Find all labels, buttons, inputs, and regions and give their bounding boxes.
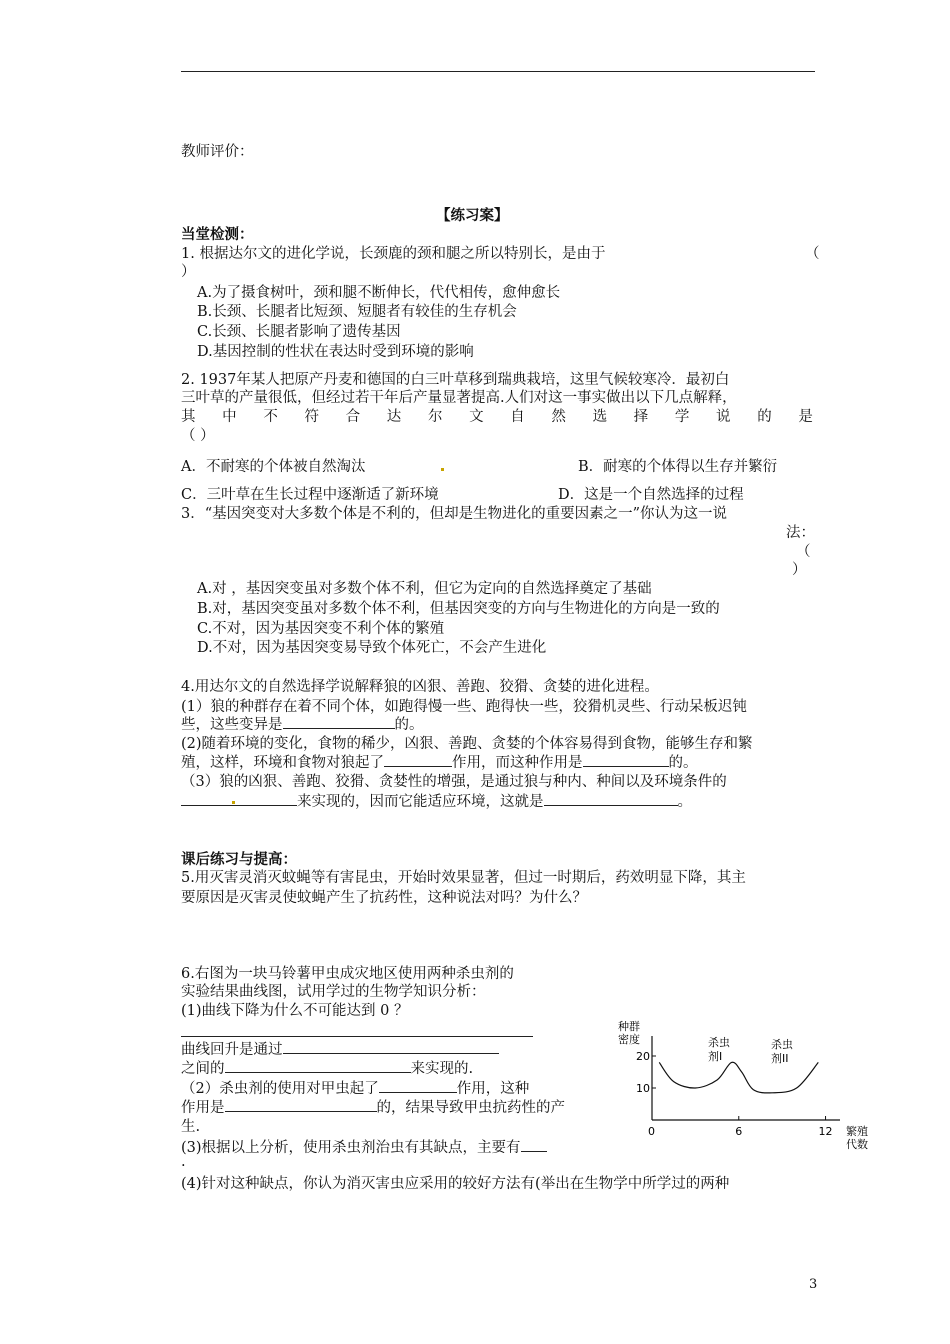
- annotation-1-line2: 剂I: [708, 1050, 723, 1063]
- page-number: 3: [809, 1277, 818, 1292]
- q2-char: 合: [345, 409, 361, 425]
- tick-marks: [652, 1056, 826, 1120]
- q4-p2-line2: [181, 751, 698, 772]
- q6-line2: 实验结果曲线图，试用学过的生物学知识分析：: [181, 984, 486, 1000]
- q2-char: 是: [798, 409, 813, 425]
- q2-line2: 三叶草的产量很低，但经过若干年后产量显著提高.人们对这一事实做出以下几点解释，: [181, 390, 737, 406]
- annotation-2-line1: 杀虫: [771, 1038, 793, 1051]
- q4-p2-text-c: 的。: [668, 755, 698, 771]
- q4-p3-text-a: 来实现的，因而它能适应环境，这就是: [297, 794, 544, 810]
- q6-answer-line[interactable]: [181, 1020, 533, 1037]
- q6-sub3-end: .: [181, 1154, 186, 1170]
- q5-line2: 要原因是灭害灵使蚊蝇产生了抗药性，这种说法对吗？为什么？: [181, 890, 587, 906]
- q4-p2-line1: (2)随着环境的变化，食物的稀少，凶狠、善跑、贪婪的个体容易得到食物，能够生存和繁: [181, 736, 753, 752]
- y-tick-label: 10: [636, 1082, 650, 1095]
- population-chart: [610, 1018, 875, 1160]
- q2-option-a: A．不耐寒的个体被自然淘汰: [181, 459, 366, 475]
- q3-stem-end: 法：: [786, 525, 815, 541]
- q2-line3: [181, 405, 813, 426]
- stray-mark: [441, 468, 444, 471]
- y-label-line2: 密度: [618, 1033, 640, 1046]
- q6-text: 曲线回升是通过: [181, 1042, 283, 1058]
- q2-char: 中: [222, 409, 237, 425]
- q1-option-d: D.基因控制的性状在表达时受到环境的影响: [197, 344, 474, 360]
- q1-paren-open: （: [805, 246, 820, 262]
- q6-text: 作用是: [181, 1100, 225, 1116]
- q2-char: 选: [592, 409, 608, 425]
- q6-line1: 6.右图为一块马铃薯甲虫成灾地区使用两种杀虫剂的: [181, 966, 514, 982]
- q2-char: 的: [757, 409, 772, 425]
- q1-option-a: A.为了摄食树叶，颈和腿不断伸长，代代相传，愈伸愈长: [197, 285, 561, 301]
- q2-option-d: D．这是一个自然选择的过程: [558, 487, 744, 503]
- q3-paren-open: （: [796, 544, 811, 560]
- q3-option-a: A.对 ，基因突变虽对多数个体不利，但它为定向的自然选择奠定了基础: [197, 581, 652, 597]
- teacher-eval: 教师评价：: [181, 144, 254, 160]
- q2-char: 符: [304, 409, 319, 425]
- x-tick-label: 6: [735, 1125, 743, 1138]
- q6-sub4: (4)针对这种缺点，你认为消灭害虫应采用的较好方法有(举出在生物学中所学过的两种: [181, 1176, 730, 1192]
- q6-text: 作用，这种: [456, 1081, 530, 1097]
- q4-p3-line2: [181, 790, 692, 811]
- q4-p1-text-b: 的。: [394, 717, 424, 733]
- q6-sub2-line1: [181, 1077, 529, 1098]
- series-line: [659, 1062, 818, 1093]
- q2-char: 达: [386, 409, 402, 425]
- q4-blank-2[interactable]: [384, 752, 452, 767]
- q6-blank-5[interactable]: [521, 1137, 547, 1152]
- origin-label: 0: [648, 1125, 655, 1138]
- q5-line1: 5.用灭害灵消灭蚊蝇等有害昆虫，开始时效果显著，但过一时期后，药效明显下降，其主: [181, 870, 746, 886]
- after-class-heading: 课后练习与提高：: [181, 852, 297, 868]
- annotation-1-line1: 杀虫: [708, 1036, 730, 1049]
- q2-paren: （ ）: [181, 428, 215, 444]
- q1-option-c: C.长颈、长腿者影响了遗传基因: [197, 324, 401, 340]
- q2-option-c: C．三叶草在生长过程中逐渐适了新环境: [181, 487, 439, 503]
- q4-blank-4[interactable]: [181, 791, 297, 806]
- q4-blank-5[interactable]: [544, 791, 678, 806]
- x-label-line1: 繁殖: [846, 1125, 868, 1138]
- annotation-2-line2: 剂II: [771, 1052, 789, 1065]
- q3-paren-close: ）: [792, 562, 807, 578]
- x-label-line2: 代数: [846, 1138, 868, 1151]
- q2-char: 尔: [427, 409, 443, 425]
- q2-line1: 2. 1937年某人把原产丹麦和德国的白三叶草移到瑞典栽培，这里气候较寒冷．最初白: [181, 372, 730, 388]
- q6-sub1-b1: [181, 1038, 499, 1059]
- q6-sub3: [181, 1136, 547, 1157]
- q4-p3-line1: （3）狼的凶狠、善跑、狡猾、贪婪性的增强，是通过狼与种内、种间以及环境条件的: [181, 774, 727, 790]
- q2-option-b: B．耐寒的个体得以生存并繁衍: [578, 459, 778, 475]
- q3-stem: 3．“基因突变对大多数个体是不利的，但却是生物进化的重要因素之一”你认为这一说: [181, 506, 728, 522]
- q4-p3-text-b: 。: [677, 794, 692, 810]
- q6-text: 的，结果导致甲虫抗药性的产: [376, 1100, 565, 1116]
- q1-paren-close: ）: [181, 264, 196, 280]
- q1-stem: 1. 根据达尔文的进化学说，长颈鹿的颈和腿之所以特别长，是由于: [181, 246, 606, 262]
- in-class-heading: 当堂检测：: [181, 227, 254, 243]
- q6-blank-3[interactable]: [379, 1078, 457, 1093]
- q6-blank-1[interactable]: [283, 1039, 499, 1054]
- q2-char: 不: [263, 409, 278, 425]
- q4-p1-text-a: 些，这些变异是: [181, 717, 283, 733]
- q6-blank-2[interactable]: [225, 1058, 411, 1073]
- q6-sub2-line2: [181, 1096, 565, 1117]
- q6-text: 之间的: [181, 1061, 225, 1077]
- q6-sub1-b2: [181, 1057, 473, 1078]
- q6-sub1: (1)曲线下降为什么不可能达到 0 ？: [181, 1003, 409, 1019]
- q4-blank-3[interactable]: [583, 752, 669, 767]
- q4-p1-line2: [181, 713, 424, 734]
- q3-option-c: C.不对，因为基因突变不利个体的繁殖: [197, 621, 445, 637]
- q6-text: （2）杀虫剂的使用对甲虫起了: [181, 1081, 379, 1097]
- q3-option-d: D.不对，因为基因突变易导致个体死亡，不会产生进化: [197, 640, 547, 656]
- q4-p1-line1: (1）狼的种群存在着不同个体，如跑得慢一些、跑得快一些，狡猾机灵些、行动呆板迟钝: [181, 699, 747, 715]
- q3-option-b: B.对，基因突变虽对多数个体不利，但基因突变的方向与生物进化的方向是一致的: [197, 601, 720, 617]
- y-label-line1: 种群: [618, 1020, 640, 1033]
- q6-text: (3)根据以上分析，使用杀虫剂治虫有其缺点，主要有: [181, 1140, 521, 1156]
- section-title: 【练习案】: [436, 208, 509, 224]
- q4-p2-text-b: 作用，而这种作用是: [452, 755, 583, 771]
- q6-blank-4[interactable]: [225, 1097, 377, 1112]
- q2-char: 其: [181, 409, 196, 425]
- q2-char: 学: [674, 409, 690, 425]
- q6-sub2-line3: 生.: [181, 1119, 201, 1135]
- q6-text: 来实现的.: [410, 1061, 474, 1077]
- q1-option-b: B.长颈、长腿者比短颈、短腿者有较佳的生存机会: [197, 304, 517, 320]
- q4-p2-text-a: 殖，这样，环境和食物对狼起了: [181, 755, 384, 771]
- stray-mark: [232, 801, 235, 804]
- q4-blank-1[interactable]: [283, 714, 395, 729]
- q4-stem: 4.用达尔文的自然选择学说解释狼的凶狠、善跑、狡猾、贪婪的进化进程。: [181, 679, 659, 695]
- q2-char: 然: [551, 409, 566, 425]
- q2-char: 说: [716, 409, 731, 425]
- q2-char: 择: [633, 409, 649, 425]
- y-tick-label: 20: [636, 1050, 650, 1063]
- q2-char: 文: [469, 409, 484, 425]
- q2-char: 自: [510, 409, 525, 425]
- x-tick-label: 12: [818, 1125, 833, 1138]
- header-rule: [181, 71, 815, 72]
